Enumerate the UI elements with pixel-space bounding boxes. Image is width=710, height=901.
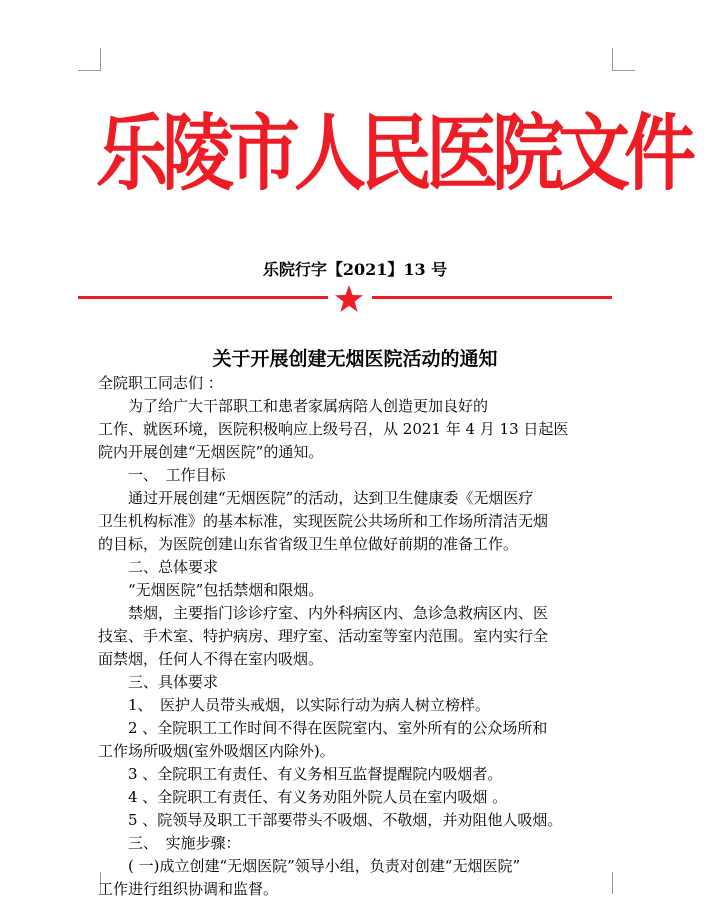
red-star-icon (334, 284, 364, 314)
list-item: 5 、院领导及职工干部要带头不吸烟、不敬烟，并劝阻他人吸烟。 (98, 811, 563, 829)
body-line: 技室、手术室、特护病房、理疗室、活动室等室内范围。室内实行全 (98, 627, 549, 645)
list-item: 3 、全院职工有责任、有义务相互监督提醒院内吸烟者。 (98, 765, 503, 783)
notice-body (98, 372, 618, 901)
document-header-title: 乐陵市人民医院文件 (96, 104, 691, 202)
body-line: 面禁烟，任何人不得在室内吸烟。 (98, 650, 324, 668)
notice-title: 关于开展创建无烟医院活动的通知 (212, 348, 498, 370)
body-line: 卫生机构标准》的基本标准，实现医院公共场所和工作场所清洁无烟 (98, 512, 549, 530)
document-number: 乐院行字【2021】13 号 (262, 260, 448, 279)
section-heading: 三、具体要求 (98, 673, 219, 691)
crop-mark-top-right (612, 48, 635, 71)
section-heading: 二、总体要求 (98, 558, 219, 576)
body-line: “无烟医院”包括禁烟和限烟。 (98, 581, 324, 599)
body-line: 禁烟，主要指门诊诊疗室、内外科病区内、急诊急救病区内、医 (98, 604, 549, 622)
body-line: 工作场所吸烟(室外吸烟区内除外)。 (98, 742, 335, 760)
body-line: 全院职工同志们 ： (98, 374, 223, 392)
list-item: 4 、全院职工有责任、有义务劝阻外院人员在室内吸烟 。 (98, 788, 508, 806)
body-line: 工作、就医环境，医院积极响应上级号召，从 2021 年 4 月 13 日起医 (98, 420, 569, 438)
red-divider-right (372, 296, 612, 299)
list-item: 1、 医护人员带头戒烟，以实际行动为病人树立榜样。 (98, 696, 491, 714)
body-line: 的目标，为医院创建山东省省级卫生单位做好前期的准备工作。 (98, 535, 519, 553)
section-heading: 三、 实施步骤： (98, 834, 241, 852)
body-line: 工作进行组织协调和监督。 (98, 880, 279, 898)
crop-mark-top-left (78, 48, 101, 71)
body-line: 院内开展创建“无烟医院”的通知。 (98, 443, 324, 461)
section-heading: 一、 工作目标 (98, 466, 226, 484)
list-item: 2 、全院职工工作时间不得在医院室内、室外所有的公众场所和 (98, 719, 548, 737)
body-line: ( 一)成立创建“无烟医院”领导小组，负责对创建“无烟医院” (98, 857, 521, 875)
body-line: 为了给广大干部职工和患者家属病陪人创造更加良好的 (98, 397, 489, 415)
red-divider-left (78, 296, 328, 299)
body-line: 通过开展创建“无烟医院”的活动，达到卫生健康委《无烟医疗 (98, 489, 534, 507)
